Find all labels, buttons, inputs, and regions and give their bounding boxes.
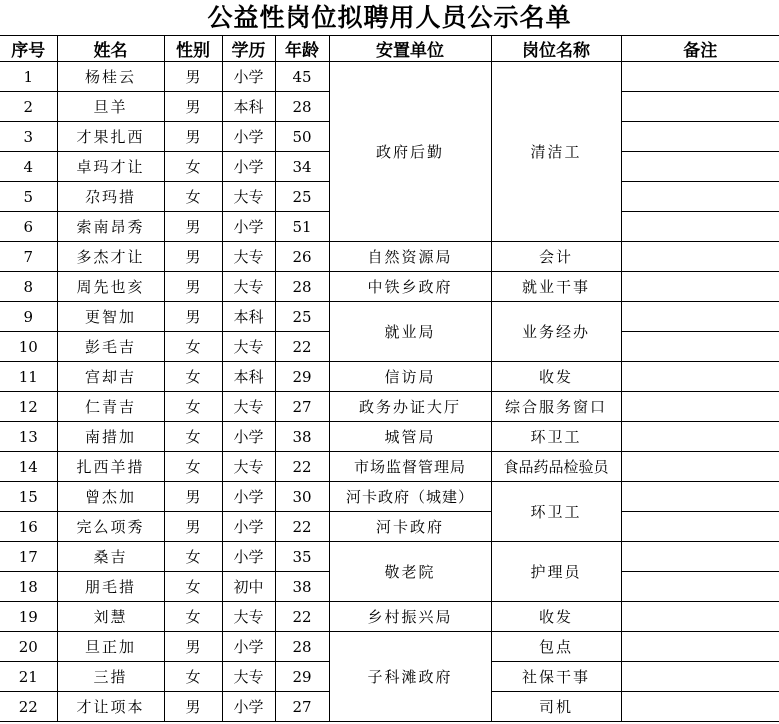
header-education: 学历 [222, 36, 275, 62]
cell-position: 环卫工 [491, 482, 621, 542]
cell-remarks [621, 302, 779, 332]
page-title: 公益性岗位拟聘用人员公示名单 [0, 0, 779, 36]
cell-name: 周先也亥 [57, 272, 164, 302]
cell-gender: 女 [164, 602, 222, 632]
cell-education: 小学 [222, 512, 275, 542]
table-row [0, 512, 779, 542]
cell-remarks [621, 692, 779, 722]
cell-education: 小学 [222, 152, 275, 182]
header-row [0, 36, 779, 62]
cell-age: 34 [275, 152, 329, 182]
cell-no: 10 [0, 332, 57, 362]
cell-remarks [621, 332, 779, 362]
cell-name: 刘慧 [57, 602, 164, 632]
header-age: 年龄 [275, 36, 329, 62]
cell-no: 6 [0, 212, 57, 242]
table-row [0, 482, 779, 512]
cell-age: 45 [275, 62, 329, 92]
cell-gender: 女 [164, 332, 222, 362]
cell-gender: 男 [164, 512, 222, 542]
cell-unit: 就业局 [329, 302, 491, 362]
cell-no: 14 [0, 452, 57, 482]
cell-age: 38 [275, 572, 329, 602]
cell-no: 20 [0, 632, 57, 662]
cell-age: 27 [275, 392, 329, 422]
cell-no: 7 [0, 242, 57, 272]
cell-age: 29 [275, 662, 329, 692]
cell-education: 小学 [222, 422, 275, 452]
cell-position: 业务经办 [491, 302, 621, 362]
cell-name: 南措加 [57, 422, 164, 452]
cell-education: 大专 [222, 242, 275, 272]
cell-age: 28 [275, 92, 329, 122]
cell-unit: 城管局 [329, 422, 491, 452]
cell-position: 司机 [491, 692, 621, 722]
cell-position: 清洁工 [491, 62, 621, 242]
cell-remarks [621, 662, 779, 692]
cell-gender: 男 [164, 62, 222, 92]
cell-education: 小学 [222, 632, 275, 662]
header-no: 序号 [0, 36, 57, 62]
cell-remarks [621, 482, 779, 512]
cell-remarks [621, 272, 779, 302]
cell-remarks [621, 632, 779, 662]
cell-remarks [621, 182, 779, 212]
cell-name: 更智加 [57, 302, 164, 332]
table-row [0, 422, 779, 452]
cell-gender: 男 [164, 122, 222, 152]
table-row [0, 452, 779, 482]
cell-name: 曾杰加 [57, 482, 164, 512]
cell-name: 才让项本 [57, 692, 164, 722]
cell-age: 38 [275, 422, 329, 452]
cell-no: 17 [0, 542, 57, 572]
cell-no: 11 [0, 362, 57, 392]
cell-position: 收发 [491, 602, 621, 632]
cell-remarks [621, 602, 779, 632]
cell-gender: 女 [164, 662, 222, 692]
cell-age: 35 [275, 542, 329, 572]
cell-age: 22 [275, 452, 329, 482]
cell-education: 大专 [222, 602, 275, 632]
cell-gender: 男 [164, 242, 222, 272]
cell-gender: 女 [164, 182, 222, 212]
cell-position: 食品药品检验员 [491, 452, 621, 482]
cell-name: 仁青吉 [57, 392, 164, 422]
cell-education: 初中 [222, 572, 275, 602]
cell-name: 旦羊 [57, 92, 164, 122]
cell-education: 大专 [222, 332, 275, 362]
cell-remarks [621, 212, 779, 242]
cell-position: 会计 [491, 242, 621, 272]
cell-age: 28 [275, 272, 329, 302]
cell-no: 13 [0, 422, 57, 452]
cell-age: 22 [275, 602, 329, 632]
cell-position: 护理员 [491, 542, 621, 602]
cell-position: 环卫工 [491, 422, 621, 452]
cell-gender: 男 [164, 92, 222, 122]
cell-remarks [621, 362, 779, 392]
cell-name: 桑吉 [57, 542, 164, 572]
cell-position: 综合服务窗口 [491, 392, 621, 422]
cell-position: 就业干事 [491, 272, 621, 302]
cell-age: 50 [275, 122, 329, 152]
cell-remarks [621, 242, 779, 272]
cell-remarks [621, 452, 779, 482]
table-row [0, 542, 779, 572]
cell-name: 卓玛才让 [57, 152, 164, 182]
table-row [0, 272, 779, 302]
cell-gender: 女 [164, 542, 222, 572]
cell-remarks [621, 62, 779, 92]
cell-age: 25 [275, 302, 329, 332]
cell-no: 8 [0, 272, 57, 302]
cell-name: 扎西羊措 [57, 452, 164, 482]
cell-education: 大专 [222, 452, 275, 482]
cell-education: 大专 [222, 662, 275, 692]
cell-education: 大专 [222, 272, 275, 302]
cell-remarks [621, 392, 779, 422]
cell-age: 27 [275, 692, 329, 722]
cell-age: 22 [275, 512, 329, 542]
cell-gender: 男 [164, 482, 222, 512]
cell-gender: 女 [164, 572, 222, 602]
cell-no: 9 [0, 302, 57, 332]
cell-remarks [621, 542, 779, 572]
cell-gender: 女 [164, 362, 222, 392]
cell-no: 12 [0, 392, 57, 422]
cell-name: 三措 [57, 662, 164, 692]
cell-unit: 河卡政府 [329, 512, 491, 542]
cell-gender: 男 [164, 692, 222, 722]
cell-gender: 女 [164, 452, 222, 482]
cell-age: 29 [275, 362, 329, 392]
cell-name: 旦正加 [57, 632, 164, 662]
table-row [0, 62, 779, 92]
cell-education: 大专 [222, 392, 275, 422]
cell-unit: 政务办证大厅 [329, 392, 491, 422]
cell-no: 21 [0, 662, 57, 692]
cell-age: 30 [275, 482, 329, 512]
cell-name: 杨桂云 [57, 62, 164, 92]
cell-name: 完么项秀 [57, 512, 164, 542]
cell-name: 彭毛吉 [57, 332, 164, 362]
cell-age: 26 [275, 242, 329, 272]
cell-gender: 男 [164, 632, 222, 662]
cell-position: 社保干事 [491, 662, 621, 692]
cell-education: 小学 [222, 482, 275, 512]
cell-unit: 子科滩政府 [329, 632, 491, 722]
cell-education: 小学 [222, 212, 275, 242]
cell-gender: 女 [164, 152, 222, 182]
cell-education: 小学 [222, 62, 275, 92]
personnel-table [0, 36, 779, 722]
header-name: 姓名 [57, 36, 164, 62]
cell-remarks [621, 512, 779, 542]
header-gender: 性别 [164, 36, 222, 62]
table-row [0, 242, 779, 272]
cell-education: 小学 [222, 122, 275, 152]
cell-age: 25 [275, 182, 329, 212]
cell-no: 22 [0, 692, 57, 722]
cell-education: 小学 [222, 692, 275, 722]
cell-unit: 敬老院 [329, 542, 491, 602]
table-row [0, 392, 779, 422]
cell-unit: 市场监督管理局 [329, 452, 491, 482]
cell-education: 本科 [222, 302, 275, 332]
cell-no: 19 [0, 602, 57, 632]
cell-no: 16 [0, 512, 57, 542]
cell-gender: 女 [164, 392, 222, 422]
cell-unit: 政府后勤 [329, 62, 491, 242]
cell-education: 大专 [222, 182, 275, 212]
cell-education: 本科 [222, 92, 275, 122]
table-row [0, 602, 779, 632]
table-row [0, 632, 779, 662]
cell-gender: 男 [164, 212, 222, 242]
cell-name: 多杰才让 [57, 242, 164, 272]
header-remarks: 备注 [621, 36, 779, 62]
cell-education: 本科 [222, 362, 275, 392]
cell-age: 22 [275, 332, 329, 362]
cell-gender: 男 [164, 272, 222, 302]
cell-no: 18 [0, 572, 57, 602]
cell-no: 15 [0, 482, 57, 512]
cell-remarks [621, 152, 779, 182]
cell-remarks [621, 572, 779, 602]
cell-position: 包点 [491, 632, 621, 662]
cell-name: 朋毛措 [57, 572, 164, 602]
cell-gender: 女 [164, 422, 222, 452]
cell-name: 尕玛措 [57, 182, 164, 212]
header-unit: 安置单位 [329, 36, 491, 62]
cell-no: 1 [0, 62, 57, 92]
cell-name: 宫却吉 [57, 362, 164, 392]
cell-unit: 河卡政府（城建） [329, 482, 491, 512]
cell-gender: 男 [164, 302, 222, 332]
cell-unit: 乡村振兴局 [329, 602, 491, 632]
header-position: 岗位名称 [491, 36, 621, 62]
cell-no: 4 [0, 152, 57, 182]
table-row [0, 302, 779, 332]
cell-unit: 中铁乡政府 [329, 272, 491, 302]
cell-unit: 信访局 [329, 362, 491, 392]
cell-position: 收发 [491, 362, 621, 392]
cell-no: 3 [0, 122, 57, 152]
table-row [0, 362, 779, 392]
cell-remarks [621, 122, 779, 152]
cell-age: 28 [275, 632, 329, 662]
cell-education: 小学 [222, 542, 275, 572]
cell-remarks [621, 92, 779, 122]
cell-name: 索南昂秀 [57, 212, 164, 242]
cell-remarks [621, 422, 779, 452]
cell-age: 51 [275, 212, 329, 242]
cell-unit: 自然资源局 [329, 242, 491, 272]
cell-no: 5 [0, 182, 57, 212]
cell-no: 2 [0, 92, 57, 122]
cell-name: 才果扎西 [57, 122, 164, 152]
